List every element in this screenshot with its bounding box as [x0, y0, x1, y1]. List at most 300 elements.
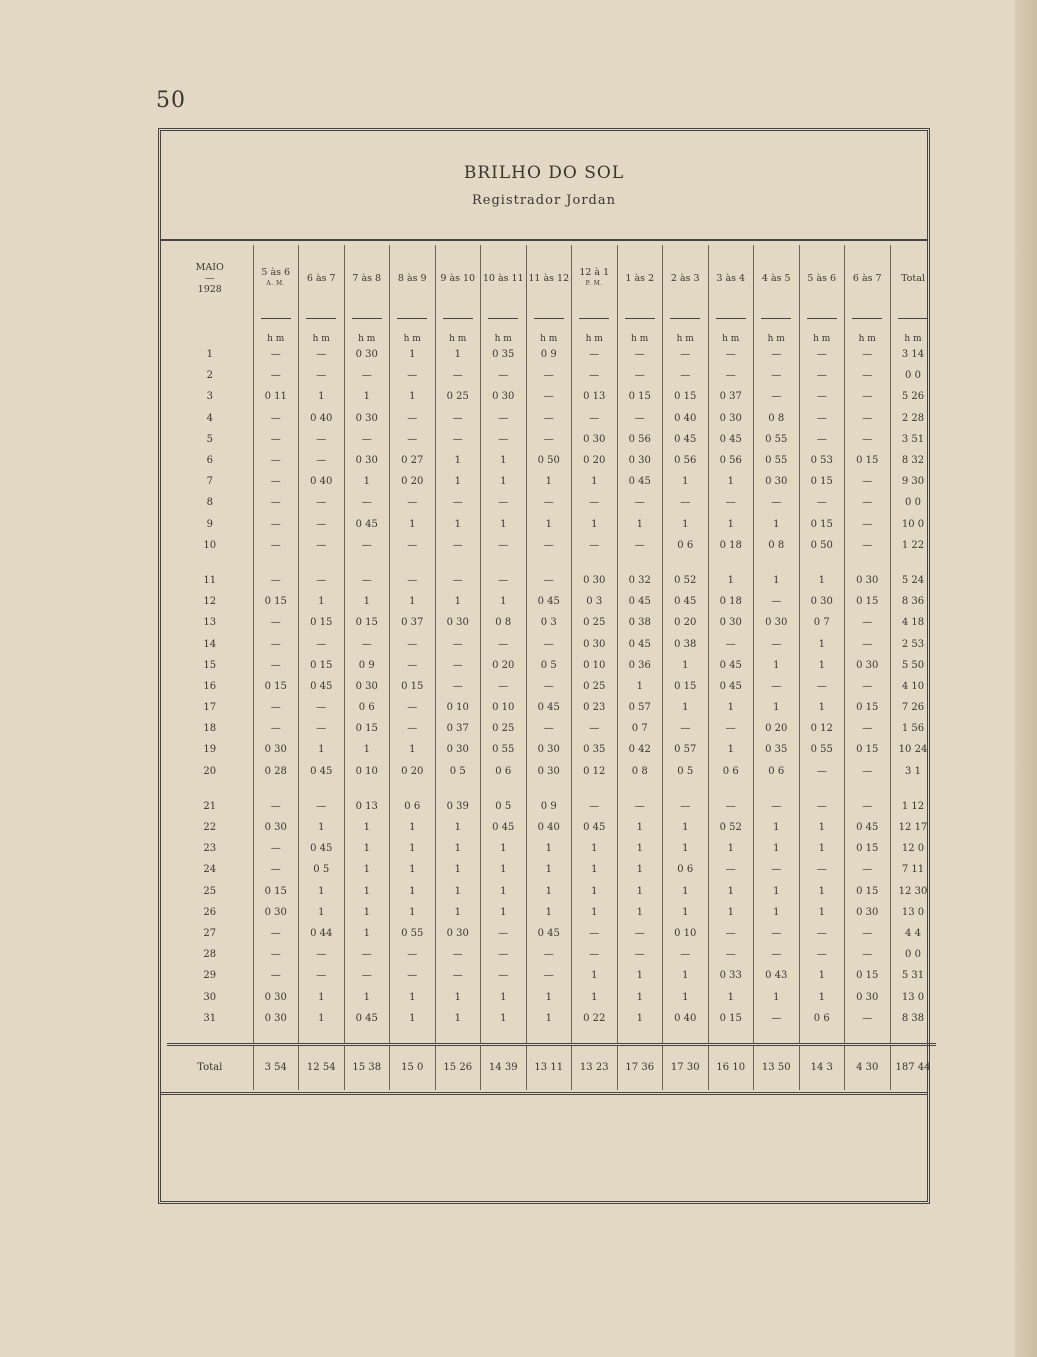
duration-cell: —: [845, 612, 891, 633]
duration-cell: —: [481, 429, 527, 450]
duration-cell: 1: [799, 881, 845, 902]
units-label: h m: [845, 322, 891, 344]
duration-cell: 0 25: [572, 676, 618, 697]
day-number: 7: [206, 476, 213, 488]
table-row: [167, 859, 936, 880]
gap-cell: [845, 782, 891, 796]
page-edge: [1015, 0, 1037, 1357]
duration-cell: —: [572, 944, 618, 965]
underline-cell: [663, 311, 709, 322]
duration-cell: 0 30: [481, 386, 527, 407]
duration-cell: 1: [663, 817, 709, 838]
duration-cell: 0 6: [754, 761, 800, 782]
duration-cell: —: [617, 944, 663, 965]
hour-column-label: 5 às 6: [807, 272, 837, 284]
duration-cell: 8 36: [890, 591, 936, 612]
duration-cell: 0 35: [572, 739, 618, 760]
gap-cell: [799, 556, 845, 570]
duration-cell: —: [845, 514, 891, 535]
duration-cell: 0 0: [890, 492, 936, 513]
duration-cell: —: [390, 429, 436, 450]
duration-cell: 0 45: [617, 471, 663, 492]
duration-cell: 1: [344, 902, 390, 923]
duration-cell: 0 45: [526, 697, 572, 718]
duration-cell: 0 40: [663, 1008, 709, 1029]
hour-column-header: [845, 245, 891, 311]
units-label: h m: [253, 322, 299, 344]
hour-column-label: 7 às 8: [352, 272, 382, 284]
day-number: 3: [206, 391, 213, 403]
duration-cell: —: [845, 365, 891, 386]
hour-column-label: 12 à 1: [579, 267, 610, 278]
duration-cell: —: [299, 514, 345, 535]
units-label: h m: [708, 322, 754, 344]
duration-cell: 1: [708, 902, 754, 923]
duration-cell: —: [526, 718, 572, 739]
duration-cell: —: [299, 570, 345, 591]
hour-column-header: [617, 245, 663, 311]
duration-cell: —: [390, 408, 436, 429]
duration-cell: —: [708, 365, 754, 386]
duration-cell: 1 56: [890, 718, 936, 739]
duration-cell: 0 45: [299, 838, 345, 859]
duration-cell: —: [799, 429, 845, 450]
duration-cell: —: [799, 676, 845, 697]
duration-cell: —: [344, 492, 390, 513]
duration-cell: —: [435, 492, 481, 513]
gap-cell: [572, 782, 618, 796]
column-rule: [670, 318, 700, 319]
duration-cell: 0 15: [845, 591, 891, 612]
duration-cell: 1: [299, 986, 345, 1007]
units-label: h m: [617, 322, 663, 344]
duration-cell: —: [708, 796, 754, 817]
duration-cell: 2 28: [890, 408, 936, 429]
underline-cell: [572, 311, 618, 322]
sunshine-table: [167, 245, 936, 1090]
duration-cell: —: [253, 344, 299, 365]
duration-cell: —: [526, 429, 572, 450]
duration-cell: 1: [435, 450, 481, 471]
duration-cell: 1: [617, 881, 663, 902]
duration-cell: 1: [754, 697, 800, 718]
duration-cell: 0 45: [663, 429, 709, 450]
duration-cell: 1: [344, 923, 390, 944]
duration-cell: 1: [526, 881, 572, 902]
duration-cell: 0 50: [799, 535, 845, 556]
duration-cell: 1: [481, 986, 527, 1007]
duration-cell: 0 15: [708, 1008, 754, 1029]
gap-cell: [708, 556, 754, 570]
duration-cell: 0 9: [526, 344, 572, 365]
duration-cell: 1: [344, 838, 390, 859]
duration-cell: 1: [617, 965, 663, 986]
duration-cell: —: [299, 697, 345, 718]
gap-cell: [754, 1029, 800, 1045]
duration-cell: 1: [799, 570, 845, 591]
duration-cell: —: [481, 408, 527, 429]
day-number: 23: [203, 843, 217, 855]
duration-cell: 1: [572, 471, 618, 492]
gap-cell: [526, 556, 572, 570]
duration-cell: —: [572, 344, 618, 365]
duration-cell: 0 30: [435, 923, 481, 944]
duration-cell: —: [572, 365, 618, 386]
duration-cell: —: [754, 591, 800, 612]
duration-cell: —: [481, 365, 527, 386]
duration-cell: 1: [481, 859, 527, 880]
bottom-spacer-row: [167, 1029, 936, 1045]
duration-cell: 0 56: [617, 429, 663, 450]
duration-cell: —: [299, 633, 345, 654]
duration-cell: 0 28: [253, 761, 299, 782]
table-row: [167, 923, 936, 944]
duration-cell: 1: [344, 471, 390, 492]
duration-cell: 0 0: [890, 365, 936, 386]
total-cell: 15 0: [390, 1044, 436, 1090]
gap-cell: [890, 556, 936, 570]
duration-cell: —: [799, 923, 845, 944]
duration-cell: 1: [435, 344, 481, 365]
duration-cell: —: [845, 761, 891, 782]
duration-cell: 0 38: [617, 612, 663, 633]
duration-cell: 0 32: [617, 570, 663, 591]
duration-cell: —: [708, 633, 754, 654]
header-row: [167, 245, 936, 311]
duration-cell: —: [299, 344, 345, 365]
duration-cell: —: [754, 676, 800, 697]
duration-cell: 1: [390, 514, 436, 535]
column-rule: [488, 318, 518, 319]
duration-cell: —: [253, 697, 299, 718]
day-number: 1: [206, 349, 213, 361]
duration-cell: 0 3: [572, 591, 618, 612]
duration-cell: —: [344, 535, 390, 556]
duration-cell: —: [663, 796, 709, 817]
duration-cell: 1: [754, 570, 800, 591]
duration-cell: 0 30: [526, 739, 572, 760]
duration-cell: —: [253, 408, 299, 429]
duration-cell: 1: [663, 514, 709, 535]
duration-cell: 1: [572, 965, 618, 986]
duration-cell: 1: [435, 591, 481, 612]
underline-cell: [253, 311, 299, 322]
duration-cell: 0 30: [435, 612, 481, 633]
duration-cell: 10 24: [890, 739, 936, 760]
day-number: 28: [203, 949, 217, 961]
duration-cell: —: [253, 514, 299, 535]
duration-cell: 1: [754, 655, 800, 676]
duration-cell: 1: [572, 902, 618, 923]
day-number: 31: [203, 1012, 217, 1024]
duration-cell: 1: [708, 881, 754, 902]
day-number: 16: [203, 680, 217, 692]
duration-cell: —: [299, 796, 345, 817]
duration-cell: 8 38: [890, 1008, 936, 1029]
duration-cell: —: [299, 429, 345, 450]
total-cell: 15 26: [435, 1044, 481, 1090]
duration-cell: 0 37: [708, 386, 754, 407]
duration-cell: 1: [572, 986, 618, 1007]
duration-cell: —: [299, 718, 345, 739]
day-number: 22: [203, 822, 217, 834]
hour-column-label: 11 às 12: [528, 272, 570, 284]
duration-cell: 1: [617, 902, 663, 923]
duration-cell: —: [708, 944, 754, 965]
duration-cell: 0 5: [435, 761, 481, 782]
duration-cell: 0 15: [845, 739, 891, 760]
totals-bottom-rule: [161, 1092, 927, 1095]
hour-column-header: [708, 245, 754, 311]
table-row: [167, 633, 936, 654]
duration-cell: —: [845, 429, 891, 450]
duration-cell: 0 50: [526, 450, 572, 471]
duration-cell: 0 30: [708, 408, 754, 429]
period-tag: P. M.: [585, 280, 603, 287]
gap-cell: [526, 782, 572, 796]
total-cell: 15 38: [344, 1044, 390, 1090]
duration-cell: 1: [344, 881, 390, 902]
duration-cell: 1: [526, 1008, 572, 1029]
total-cell: 13 50: [754, 1044, 800, 1090]
table-row: [167, 386, 936, 407]
duration-cell: —: [390, 570, 436, 591]
duration-cell: —: [526, 633, 572, 654]
hour-column-header: [481, 245, 527, 311]
duration-cell: —: [390, 365, 436, 386]
hour-column-header: [890, 245, 936, 311]
total-cell: 14 39: [481, 1044, 527, 1090]
column-rule: [443, 318, 473, 319]
duration-cell: —: [253, 859, 299, 880]
table-row: [167, 761, 936, 782]
duration-cell: —: [435, 655, 481, 676]
duration-cell: 1: [799, 817, 845, 838]
duration-cell: 1: [481, 471, 527, 492]
duration-cell: 4 18: [890, 612, 936, 633]
duration-cell: —: [253, 923, 299, 944]
period-tag: A. M.: [266, 280, 286, 287]
duration-cell: 0 15: [344, 718, 390, 739]
duration-cell: 1: [435, 471, 481, 492]
duration-cell: —: [299, 965, 345, 986]
duration-cell: —: [481, 965, 527, 986]
duration-cell: —: [481, 570, 527, 591]
duration-cell: 0 27: [390, 450, 436, 471]
duration-cell: 1: [299, 1008, 345, 1029]
duration-cell: 0 55: [481, 739, 527, 760]
duration-cell: —: [253, 796, 299, 817]
duration-cell: 1: [708, 838, 754, 859]
day-number: 30: [203, 991, 217, 1003]
gap-cell: [890, 1029, 936, 1045]
duration-cell: 0 13: [344, 796, 390, 817]
duration-cell: 1: [572, 514, 618, 535]
hour-column-label: 1 às 2: [625, 272, 655, 284]
units-label: h m: [799, 322, 845, 344]
gap-cell: [299, 782, 345, 796]
day-number: 11: [203, 574, 217, 586]
duration-cell: 0 37: [435, 718, 481, 739]
duration-cell: —: [663, 718, 709, 739]
duration-cell: 0 3: [526, 612, 572, 633]
duration-cell: 4 10: [890, 676, 936, 697]
duration-cell: 0 10: [663, 923, 709, 944]
units-label: h m: [299, 322, 345, 344]
table-row: [167, 535, 936, 556]
duration-cell: 4 4: [890, 923, 936, 944]
duration-cell: 0 56: [663, 450, 709, 471]
duration-cell: 1: [526, 514, 572, 535]
duration-cell: —: [526, 408, 572, 429]
table-row: [167, 344, 936, 365]
duration-cell: 1: [435, 881, 481, 902]
day-number: 12: [203, 596, 217, 608]
hour-column-header: [799, 245, 845, 311]
duration-cell: 0 30: [845, 902, 891, 923]
duration-cell: 0 6: [344, 697, 390, 718]
duration-cell: 0 45: [617, 591, 663, 612]
duration-cell: 1: [344, 817, 390, 838]
column-rule: [534, 318, 564, 319]
units-label: h m: [435, 322, 481, 344]
duration-cell: 1: [299, 591, 345, 612]
duration-cell: 1: [390, 838, 436, 859]
gap-cell: [390, 782, 436, 796]
column-rule: [579, 318, 609, 319]
duration-cell: —: [253, 365, 299, 386]
duration-cell: 1: [754, 902, 800, 923]
totals-row: [167, 1044, 936, 1090]
duration-cell: 0 20: [481, 655, 527, 676]
duration-cell: —: [299, 944, 345, 965]
duration-cell: 0 55: [754, 450, 800, 471]
duration-cell: 1: [617, 676, 663, 697]
duration-cell: 0 15: [845, 881, 891, 902]
column-rule: [261, 318, 291, 319]
duration-cell: —: [526, 570, 572, 591]
total-cell: 14 3: [799, 1044, 845, 1090]
duration-cell: 1: [390, 902, 436, 923]
duration-cell: —: [845, 718, 891, 739]
duration-cell: —: [754, 1008, 800, 1029]
hour-column-label: 10 às 11: [482, 272, 524, 284]
duration-cell: —: [708, 344, 754, 365]
duration-cell: 13 0: [890, 902, 936, 923]
day-number: 27: [203, 927, 217, 939]
duration-cell: 10 0: [890, 514, 936, 535]
duration-cell: 0 45: [344, 514, 390, 535]
duration-cell: —: [845, 386, 891, 407]
duration-cell: —: [845, 676, 891, 697]
duration-cell: 0 36: [617, 655, 663, 676]
duration-cell: 0 37: [390, 612, 436, 633]
duration-cell: —: [572, 796, 618, 817]
duration-cell: —: [754, 386, 800, 407]
gap-cell: [799, 1029, 845, 1045]
units-label: h m: [572, 322, 618, 344]
duration-cell: 0 38: [663, 633, 709, 654]
hour-column-label: 9 às 10: [440, 272, 476, 284]
duration-cell: 1: [663, 881, 709, 902]
day-number: 25: [203, 885, 217, 897]
duration-cell: —: [799, 492, 845, 513]
duration-cell: 0 57: [617, 697, 663, 718]
duration-cell: —: [754, 344, 800, 365]
units-label: h m: [481, 322, 527, 344]
day-number: 4: [206, 412, 213, 424]
duration-cell: 0 40: [299, 471, 345, 492]
table-title: BRILHO DO SOL: [463, 163, 625, 183]
duration-cell: 7 11: [890, 859, 936, 880]
table-row: [167, 838, 936, 859]
duration-cell: 1: [481, 514, 527, 535]
duration-cell: 0 45: [845, 817, 891, 838]
duration-cell: —: [435, 429, 481, 450]
duration-cell: 0 6: [481, 761, 527, 782]
duration-cell: —: [253, 633, 299, 654]
duration-cell: —: [481, 633, 527, 654]
duration-cell: 0 10: [344, 761, 390, 782]
hour-column-header: [572, 245, 618, 311]
duration-cell: 0 30: [572, 633, 618, 654]
duration-cell: 1: [390, 591, 436, 612]
duration-cell: 0 43: [754, 965, 800, 986]
duration-cell: 0 15: [845, 697, 891, 718]
duration-cell: —: [435, 944, 481, 965]
duration-cell: —: [663, 344, 709, 365]
duration-cell: 1: [435, 902, 481, 923]
duration-cell: 0 45: [663, 591, 709, 612]
total-cell: 187 44: [890, 1044, 936, 1090]
duration-cell: 2 53: [890, 633, 936, 654]
duration-cell: —: [663, 492, 709, 513]
duration-cell: 1: [390, 817, 436, 838]
duration-cell: 1: [299, 817, 345, 838]
duration-cell: 0 22: [572, 1008, 618, 1029]
duration-cell: 0 20: [390, 471, 436, 492]
day-number: 14: [203, 638, 217, 650]
duration-cell: 0 30: [754, 471, 800, 492]
duration-cell: —: [435, 965, 481, 986]
units-label: h m: [526, 322, 572, 344]
gap-cell: [845, 556, 891, 570]
duration-cell: —: [526, 365, 572, 386]
gap-cell: [754, 556, 800, 570]
duration-cell: —: [799, 365, 845, 386]
duration-cell: 1: [663, 838, 709, 859]
duration-cell: 1: [299, 881, 345, 902]
table-row: [167, 739, 936, 760]
duration-cell: 0 30: [708, 612, 754, 633]
gap-cell: [390, 556, 436, 570]
duration-cell: —: [526, 965, 572, 986]
duration-cell: 0 6: [799, 1008, 845, 1029]
gap-cell: [253, 556, 299, 570]
duration-cell: 0 15: [390, 676, 436, 697]
underline-cell: [754, 311, 800, 322]
column-rule: [306, 318, 336, 319]
duration-cell: 0 13: [572, 386, 618, 407]
day-number: 6: [206, 455, 213, 467]
gap-cell: [572, 1029, 618, 1045]
duration-cell: 0 42: [617, 739, 663, 760]
duration-cell: —: [253, 492, 299, 513]
table-row: [167, 902, 936, 923]
table-row: [167, 796, 936, 817]
duration-cell: 0 15: [845, 838, 891, 859]
duration-cell: —: [481, 492, 527, 513]
